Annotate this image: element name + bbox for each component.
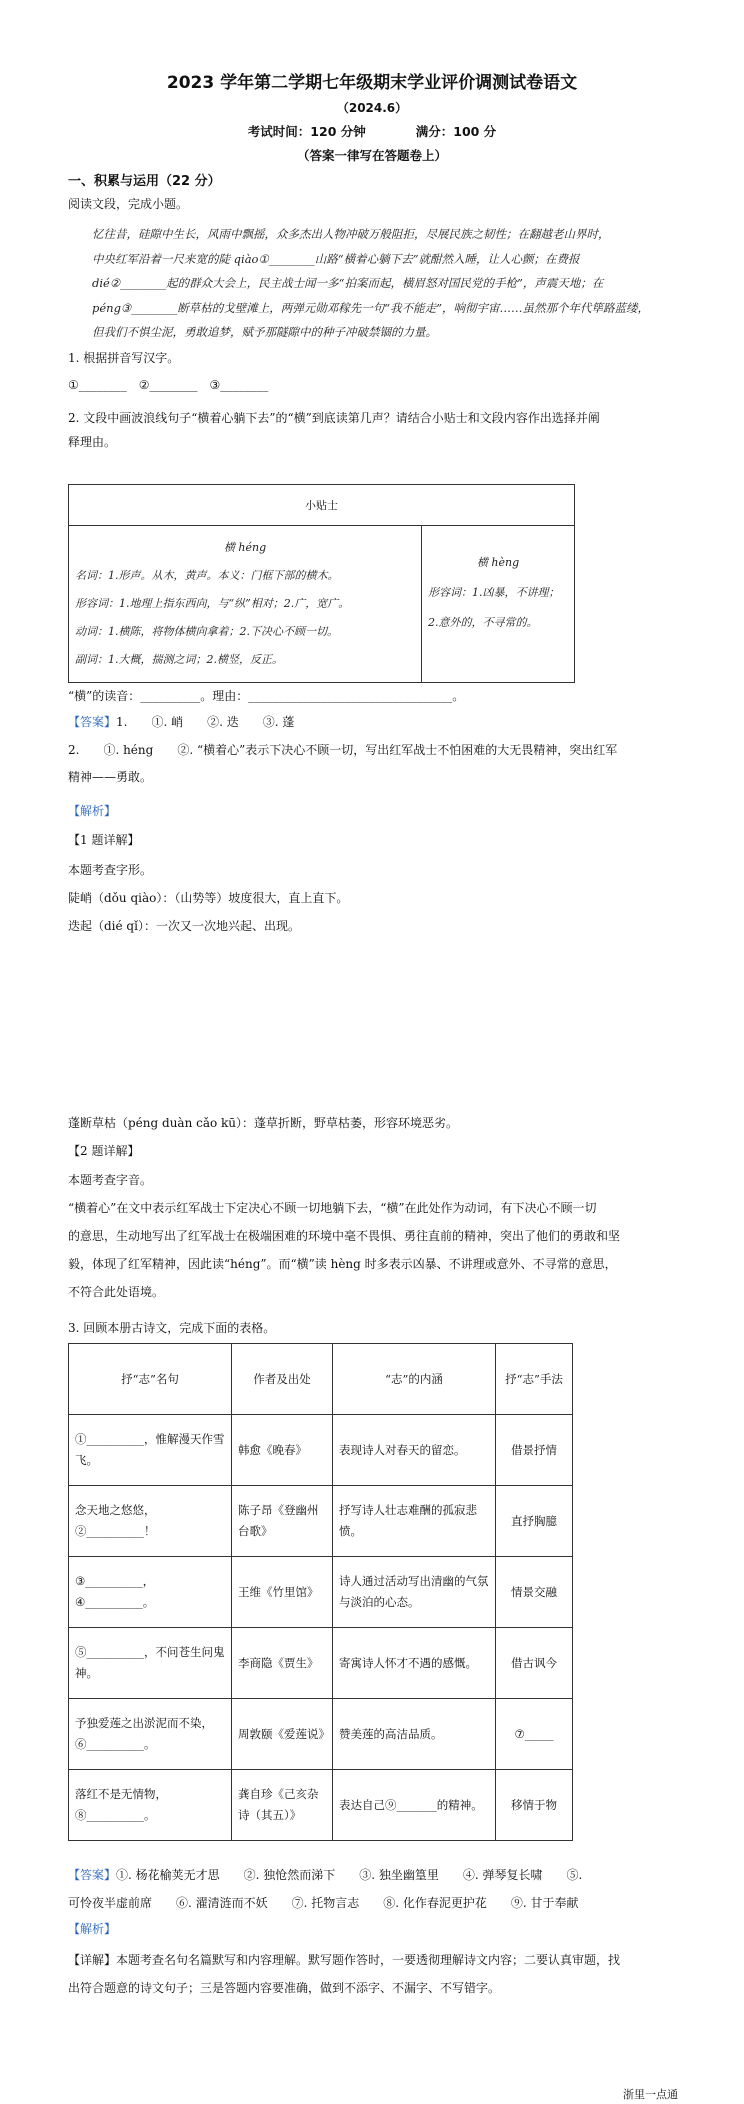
section-heading: 一、积累与运用（22 分）: [68, 174, 221, 189]
detail-1-last: 蓬断草枯（péng duàn cǎo kū）：蓬草折断，野草枯萎，形容环境恶劣。: [68, 1116, 459, 1130]
col-header: 抒“志”手法: [496, 1344, 573, 1415]
answer-2: 2. ①. héng ②. “横着心”表示下决心不顾一切，写出红军战士不怕困难的大无畏精神，突出红军 精神——勇敢。: [68, 743, 618, 784]
exam-note: （答案一律写在答题卷上）: [296, 148, 447, 163]
poem-table: [68, 1343, 573, 1841]
question-1: 1. 根据拼音写汉字。: [68, 351, 180, 365]
table-row: ①__________，惟解漫天作雪飞。 韩愈《晚春》 表现诗人对春天的留恋。 借景抒情: [69, 1415, 573, 1486]
answer-label: 【答案】: [68, 715, 117, 729]
question-3: 3. 回顾本册古诗文，完成下面的表格。: [68, 1321, 276, 1335]
detail-3: 【详解】本题考查名句名篇默写和内容理解。默写题作答时，一要透彻理解诗文内容；二要认真审题，找 出符合题意的诗文句子；三是答题内容要准确，做到不添字、不漏字、不写错字。: [68, 1953, 621, 1995]
tips-header: 小贴士: [69, 485, 575, 526]
question-1-blanks: ①________ ②________ ③________: [68, 378, 269, 392]
exam-time-score: 考试时间：120 分钟 满分：100 分: [247, 124, 497, 139]
tips-heng-fourth: 横 hèng 形容词：1.凶暴，不讲理； 2.意外的，不寻常的。: [422, 526, 575, 683]
footer-watermark: 浙里一点通: [623, 2088, 678, 2101]
table-row: 落红不是无情物，⑧__________。 龚自珍《己亥杂诗（其五）》 表达自己⑨_______的精神。 移情于物: [69, 1770, 573, 1841]
tips-table: [68, 484, 575, 683]
table-row: 予独爱莲之出淤泥而不染，⑥__________。 周敦颐《爱莲说》 赞美莲的高洁品质。 ⑦_____: [69, 1699, 573, 1770]
col-header: 抒“志”名句: [69, 1344, 232, 1415]
answer-1: 【答案】1. ①. 峭 ②. 迭 ③. 蓬: [68, 715, 295, 729]
exam-title: 2023 学年第二学期七年级期末学业评价调测试卷语文: [166, 73, 578, 93]
col-header: 作者及出处: [232, 1344, 333, 1415]
question-2: 2. 文段中画波浪线句子“横着心躺下去”的“横”到底读第几声？请结合小贴士和文段内容作出选择并阐 释理由。: [68, 411, 600, 449]
question-2-fill: “横”的读音：__________。理由：__________________________________。: [68, 689, 465, 703]
exam-date: （2024.6）: [336, 101, 408, 115]
tips-heng-second: 横 héng 名词：1.形声。从木，黄声。本义：门框下部的横木。 形容词：1.地理上指东西向，与“纵”相对；2.广，宽广。 动词：1.横陈，将物体横向拿着；2.下决心不顾一切。 副词：1.大概，揣测之词；2.横竖，反正。: [69, 526, 422, 683]
detail-1-lines: 本题考查字形。 陡峭（dǒu qiào）：（山势等）坡度很大，直上直下。 迭起（dié qǐ）：一次又一次地兴起、出现。: [68, 863, 349, 933]
answer-label: 【答案】: [68, 1868, 117, 1882]
poem-table-header: [69, 1344, 573, 1415]
instruction: 阅读文段，完成小题。: [68, 197, 189, 211]
table-row: ⑤__________，不问苍生问鬼神。 李商隐《贾生》 寄寓诗人怀才不遇的感慨。 借古讽今: [69, 1628, 573, 1699]
col-header: “志”的内涵: [333, 1344, 496, 1415]
table-row: ③__________，④__________。 王维《竹里馆》 诗人通过活动写出清幽的气氛与淡泊的心态。 情景交融: [69, 1557, 573, 1628]
answer-3: 【答案】①. 杨花榆荚无才思 ②. 独怆然而涕下 ③. 独坐幽篁里 ④. 弹琴复长啸 ⑤. 可怜夜半虚前席 ⑥. 濯清涟而不妖 ⑦. 托物言志 ⑧. 化作春泥更护花 ⑨. 甘于奉献: [68, 1868, 583, 1910]
reading-passage: 忆往昔，硅隙中生长，风雨中飘摇，众多杰出人物冲破万般阻拒，尽展民族之韧性；在翻越老山界时， 中央红军沿着一尺来宽的陡 qiào①________山路“横着心躺下去”就酣然入睡，让人心颤；在费报 dié②________起的群众大会上，民主战士闻一多“拍案而起，横眉怒对国民党的手枪”，声震天地；在 péng③________断草枯的戈壁滩上，两弹元勋邓稼先一句“我不能走”，响彻宇宙……虽然那个年代筚路蓝缕， 但我们不惧尘泥，勇敢追梦，赋予那隧隙中的种子冲破禁锢的力量。: [92, 227, 649, 339]
detail-1-label: 【1 题详解】: [68, 833, 140, 847]
detail-2-lines: 本题考查字音。 “横着心”在文中表示红军战士下定决心不顾一切地躺下去，“横”在此处作为动词，有下决心不顾一切 的意思，生动地写出了红军战士在极端困难的环境中毫不畏惧、勇往直前的精神，突出了他们的勇敢和坚 毅，体现了红军精神，因此读“héng”。而“横”读 hèng 时多表示凶暴、不讲理或意外、不寻常的意思， 不符合此处语境。: [68, 1173, 621, 1299]
detail-2-label: 【2 题详解】: [68, 1144, 140, 1158]
analysis-label: 【解析】: [68, 804, 117, 818]
table-row: 念天地之悠悠，②__________！ 陈子昂《登幽州台歌》 抒写诗人壮志难酬的孤寂悲愤。 直抒胸臆: [69, 1486, 573, 1557]
analysis-label: 【解析】: [68, 1922, 117, 1936]
